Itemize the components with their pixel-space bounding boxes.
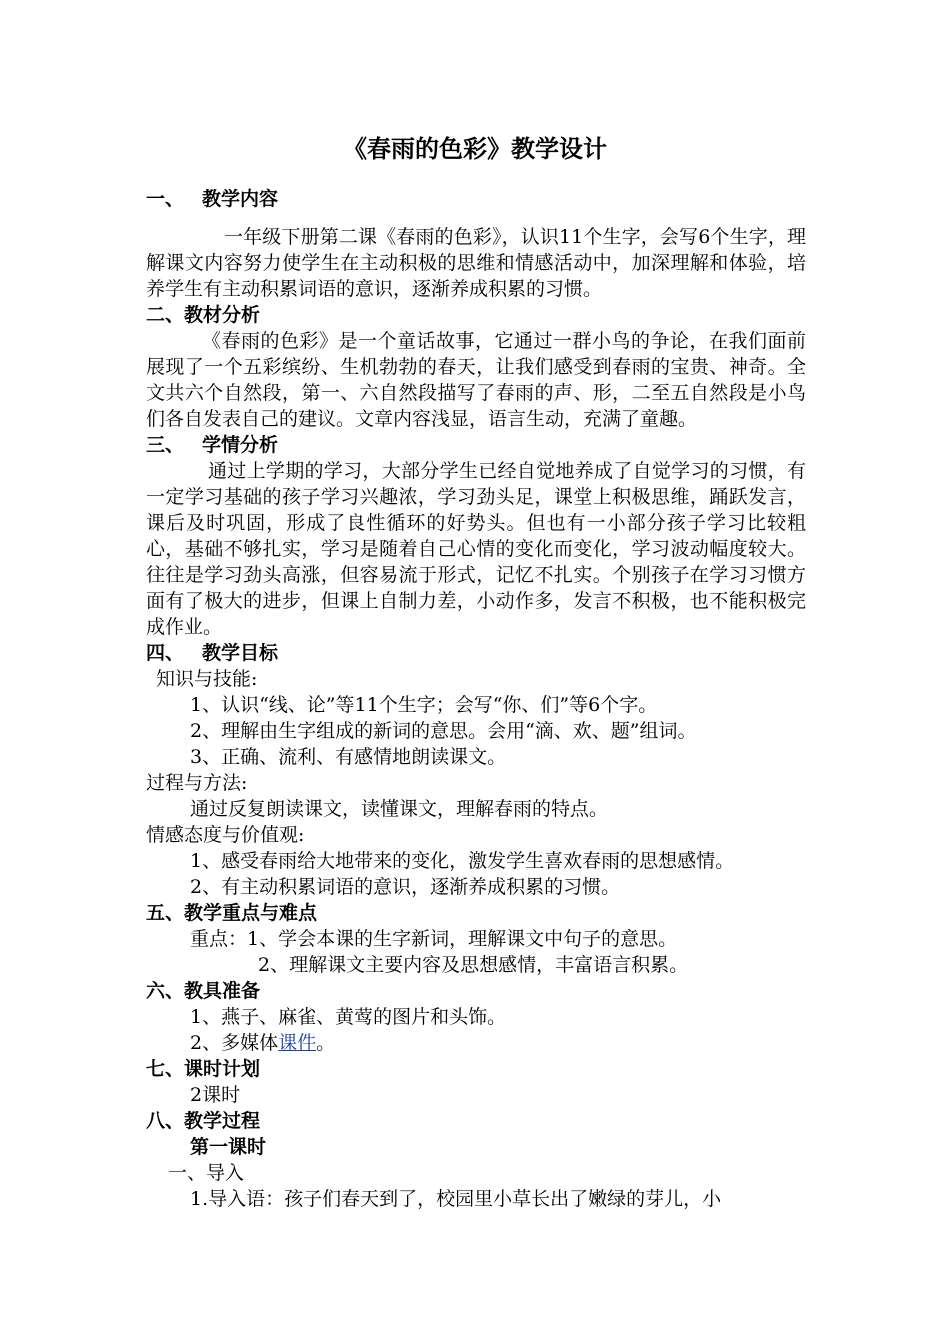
process-method-label: 过程与方法: (146, 772, 248, 794)
key-point-2: 2、理解课文主要内容及思想感情，丰富语言积累。 (258, 954, 689, 976)
section-3-heading (146, 432, 806, 458)
materials-item-2-end: 。 (316, 1032, 336, 1054)
section-3-title: 学情分析 (202, 434, 279, 456)
section-7-heading: 七、课时计划 (146, 1058, 261, 1080)
knowledge-skills-label: 知识与技能: (156, 668, 258, 690)
first-lesson-heading: 第一课时 (190, 1136, 267, 1158)
document-title: 《春雨的色彩》教学设计 (343, 135, 607, 163)
section-2-paragraph: 《春雨的色彩》是一个童话故事，它通过一群小鸟的争论，在我们面前展现了一个五彩缤纷、生机勃勃的春天，让我们感受到春雨的宝贵、神奇。全文共六个自然段，第一、六自然段描写了春雨的声、形，二至五自然段是小鸟们各自发表自己的建议。文章内容浅显，语言生动，充满了童趣。 (146, 330, 806, 430)
knowledge-item-3: 3、正确、流利、有感情地朗读课文。 (190, 746, 507, 768)
section-8-heading: 八、教学过程 (146, 1110, 261, 1132)
materials-item-1: 1、燕子、麻雀、黄莺的图片和头饰。 (190, 1006, 507, 1028)
section-3-paragraph: 通过上学期的学习，大部分学生已经自觉地养成了自觉学习的习惯，有一定学习基础的孩子学习兴趣浓，学习劲头足，课堂上积极思维，踊跃发言，课后及时巩固，形成了良性循环的好势头。但也有一小部分孩子学习比较粗心，基础不够扎实，学习是随着自己心情的变化而变化，学习波动幅度较大。往往是学习劲头高涨，但容易流于形式，记忆不扎实。个别孩子在学习习惯方面有了极大的进步，但课上自制力差，小动作多，发言不积极，也不能积极完成作业。 (146, 460, 806, 638)
section-2-heading: 二、教材分析 (146, 304, 261, 326)
section-4-number: 四、 (146, 642, 185, 664)
process-item-1: 通过反复朗读课文，读懂课文，理解春雨的特点。 (190, 798, 609, 820)
section-4-heading (146, 640, 806, 666)
knowledge-item-1: 1、认识“线、论”等11个生字；会写“你、们”等6个字。 (190, 694, 658, 716)
document-body (146, 186, 806, 1212)
section-5-heading: 五、教学重点与难点 (146, 902, 318, 924)
courseware-link[interactable]: 课件 (278, 1032, 317, 1054)
emotion-values-label: 情感态度与价值观: (146, 824, 305, 846)
key-point-1: 重点：1、学会本课的生字新词，理解课文中句子的意思。 (190, 928, 678, 950)
knowledge-item-2: 2、理解由生字组成的新词的意思。会用“滴、欢、题”组词。 (190, 720, 697, 742)
step-intro: 一、导入 (168, 1162, 245, 1184)
section-1-paragraph: 一年级下册第二课《春雨的色彩》，认识11个生字，会写6个生字，理解课文内容努力使学生在主动积极的思维和情感活动中，加深理解和体验，培养学生有主动积累词语的意识，逐渐养成积累的习惯。 (146, 226, 806, 300)
emotion-item-2: 2、有主动积累词语的意识，逐渐养成积累的习惯。 (190, 876, 621, 898)
section-4-title: 教学目标 (202, 642, 279, 664)
emotion-item-1: 1、感受春雨给大地带来的变化，激发学生喜欢春雨的思想感情。 (190, 850, 735, 872)
intro-speech: 1.导入语：孩子们春天到了，校园里小草长出了嫩绿的芽儿，小 (190, 1188, 722, 1210)
class-hours: 2课时 (190, 1084, 241, 1106)
section-1-heading (146, 186, 806, 212)
materials-item-2 (146, 1030, 806, 1056)
section-3-number: 三、 (146, 434, 185, 456)
section-1-number: 一、 (146, 188, 185, 210)
section-1-title: 教学内容 (202, 188, 279, 210)
materials-item-2-text: 2、多媒体 (190, 1032, 279, 1054)
section-6-heading: 六、教具准备 (146, 980, 261, 1002)
